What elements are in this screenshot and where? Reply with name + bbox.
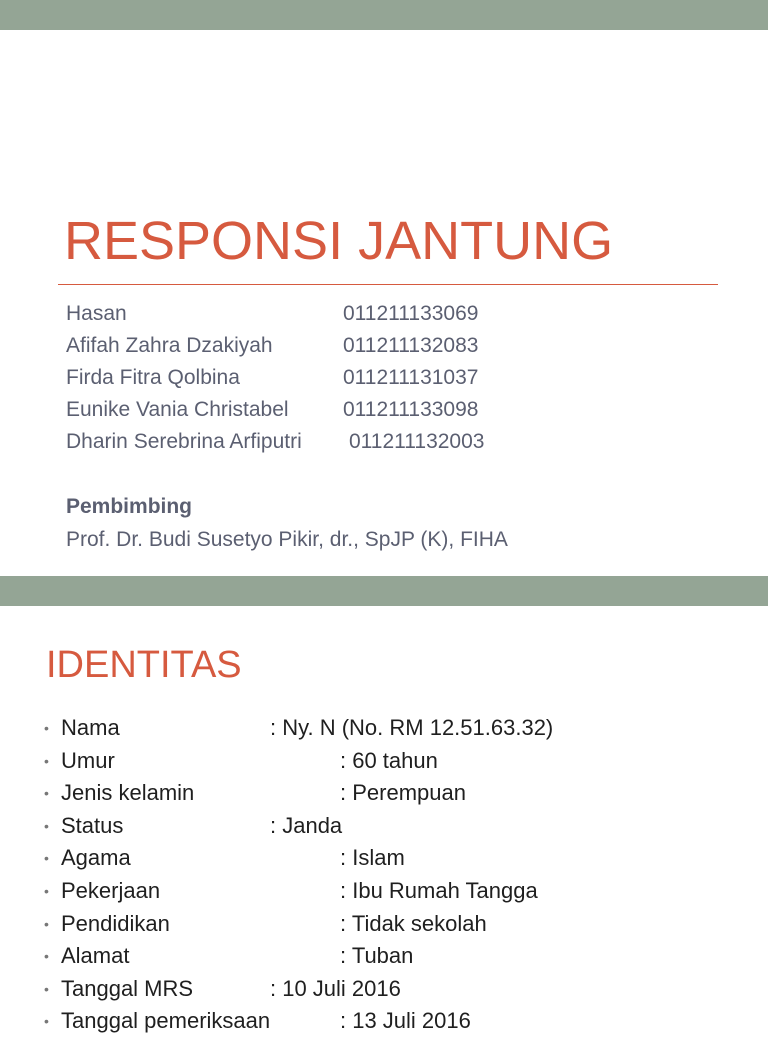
- identity-list: [44, 712, 744, 1038]
- identity-item: [44, 940, 744, 973]
- identity-item: [44, 842, 744, 875]
- member-row: [66, 362, 726, 394]
- identity-value: : Ny. N (No. RM 12.51.63.32): [270, 715, 554, 740]
- identity-item: [44, 810, 744, 843]
- identity-value: : 60 tahun: [340, 747, 438, 773]
- identity-value: : Islam: [340, 845, 405, 871]
- member-name: Hasan: [66, 302, 127, 325]
- identity-label: Pendidikan: [61, 910, 170, 936]
- identity-label: Agama: [61, 845, 131, 871]
- slide-title: RESPONSI JANTUNG: [64, 211, 614, 271]
- advisor-name: Prof. Dr. Budi Susetyo Pikir, dr., SpJP (K), FIHA: [66, 528, 508, 551]
- identity-label: Jenis kelamin: [61, 780, 195, 806]
- identity-label: Umur: [61, 747, 115, 773]
- member-list: [66, 298, 726, 458]
- member-name: Afifah Zahra Dzakiyah: [66, 334, 273, 357]
- title-underline: [58, 284, 718, 285]
- member-id: 011211131037: [343, 366, 479, 389]
- bullet-icon: •: [44, 882, 49, 899]
- identity-value: : 13 Juli 2016: [340, 1008, 471, 1034]
- identity-item: [44, 973, 744, 1006]
- bullet-icon: •: [44, 1013, 49, 1030]
- member-row: [66, 330, 726, 362]
- identity-title: IDENTITAS: [46, 644, 242, 686]
- bullet-icon: •: [44, 850, 49, 867]
- identity-label: Status: [61, 812, 124, 838]
- identity-value: : Tuban: [340, 943, 414, 969]
- member-id: 011211132003: [349, 430, 485, 453]
- identity-item: [44, 745, 744, 778]
- member-row: [66, 426, 726, 458]
- identity-label: Nama: [61, 715, 120, 740]
- advisor-heading: Pembimbing: [66, 495, 193, 518]
- member-id: 011211133098: [343, 398, 479, 421]
- member-name: Firda Fitra Qolbina: [66, 366, 240, 389]
- top-band: [0, 0, 768, 30]
- identity-value: : Ibu Rumah Tangga: [340, 877, 538, 903]
- identity-item: [44, 777, 744, 810]
- bullet-icon: •: [44, 720, 49, 736]
- member-id: 011211132083: [343, 334, 479, 357]
- member-row: [66, 298, 726, 330]
- identity-value: : Janda: [270, 812, 343, 838]
- member-row: [66, 394, 726, 426]
- bullet-icon: •: [44, 785, 49, 802]
- identity-value: : 10 Juli 2016: [270, 975, 401, 1001]
- identity-label: Tanggal MRS: [61, 975, 194, 1001]
- bullet-icon: •: [44, 915, 49, 932]
- identity-label: Pekerjaan: [61, 877, 161, 903]
- member-id: 011211133069: [343, 302, 479, 325]
- identity-item: [44, 875, 744, 908]
- identity-label: Tanggal pemeriksaan: [61, 1008, 271, 1034]
- separator-band: [0, 576, 768, 606]
- bullet-icon: •: [44, 817, 49, 834]
- bullet-icon: •: [44, 752, 49, 769]
- identity-value: : Perempuan: [340, 780, 466, 806]
- identity-label: Alamat: [61, 943, 130, 969]
- identity-item: [44, 908, 744, 941]
- identity-item: [44, 712, 744, 745]
- identity-item: [44, 1005, 744, 1038]
- bullet-icon: •: [44, 980, 49, 997]
- member-name: Dharin Serebrina Arfiputri: [66, 430, 302, 453]
- bullet-icon: •: [44, 948, 49, 965]
- member-name: Eunike Vania Christabel: [66, 398, 289, 421]
- identity-value: : Tidak sekolah: [340, 910, 487, 936]
